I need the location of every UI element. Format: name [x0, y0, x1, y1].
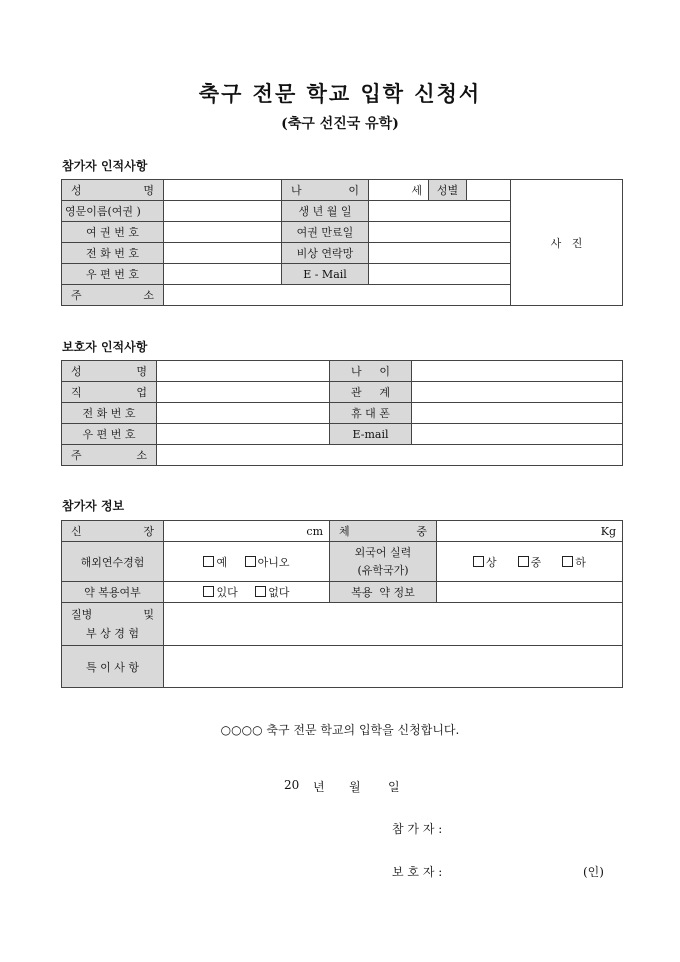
guardian-name-label: 성 명 [62, 361, 157, 382]
guardian-name-field[interactable] [157, 361, 330, 382]
guardian-table [61, 360, 623, 466]
injury-field[interactable] [164, 603, 623, 646]
participant-section-title: 참가자 인적사항 [62, 159, 148, 173]
injury-label: 질병 및 부 상 경 험 [62, 603, 164, 646]
participant-postal-field[interactable] [164, 264, 282, 285]
participant-birth-label: 생 년 월 일 [282, 201, 369, 222]
participant-birth-field[interactable] [369, 201, 511, 222]
lang-high-option[interactable]: 상 [473, 556, 497, 569]
guardian-job-field[interactable] [157, 382, 330, 403]
guardian-address-field[interactable] [157, 445, 623, 466]
checkbox-icon[interactable] [473, 556, 484, 567]
guardian-signature-label: 보 호 자 : [392, 865, 443, 879]
form-subtitle: (축구 선진국 유학) [281, 116, 399, 132]
statement-text: ○○○○ 축구 전문 학교의 입학을 신청합니다. [220, 723, 460, 737]
participant-email-field[interactable] [369, 264, 511, 285]
checkbox-icon[interactable] [255, 586, 266, 597]
participant-passport-exp-field[interactable] [369, 222, 511, 243]
date-day-unit: 일 [388, 780, 400, 794]
participant-name-field[interactable] [164, 180, 282, 201]
med-info-field[interactable] [437, 582, 623, 603]
participant-emergency-field[interactable] [369, 243, 511, 264]
participant-passport-field[interactable] [164, 222, 282, 243]
participant-eng-name-label: 영문이름(여권 ) [62, 201, 164, 222]
photo-label: 사 진 [550, 236, 583, 250]
guardian-mobile-field[interactable] [412, 403, 623, 424]
participant-postal-label: 우 편 번 호 [62, 264, 164, 285]
overseas-label: 해외연수경험 [62, 542, 164, 582]
checkbox-icon[interactable] [245, 556, 256, 567]
guardian-mobile-label: 휴 대 폰 [330, 403, 412, 424]
guardian-email-label: E-mail [330, 424, 412, 445]
participant-name-label: 성 명 [62, 180, 164, 201]
weight-field[interactable]: Kg [437, 521, 623, 542]
participant-age-label: 나 이 [282, 180, 369, 201]
guardian-age-label: 나 이 [330, 361, 412, 382]
checkbox-icon[interactable] [203, 586, 214, 597]
notes-label: 특 이 사 항 [62, 646, 164, 688]
guardian-relation-field[interactable] [412, 382, 623, 403]
guardian-job-label: 직 업 [62, 382, 157, 403]
date-month-unit: 월 [349, 780, 361, 794]
participant-gender-label: 성별 [429, 180, 467, 201]
guardian-section-title: 보호자 인적사항 [62, 340, 148, 354]
guardian-email-field[interactable] [412, 424, 623, 445]
date-year: 20 [284, 778, 300, 792]
overseas-no-option[interactable]: 아니오 [245, 556, 290, 569]
guardian-address-label: 주 소 [62, 445, 157, 466]
guardian-postal-field[interactable] [157, 424, 330, 445]
height-field[interactable]: cm [164, 521, 330, 542]
form-title: 축구 전문 학교 입학 신청서 [198, 81, 482, 106]
participant-age-field[interactable]: 세 [369, 180, 429, 201]
participant-address-field[interactable] [164, 285, 511, 306]
participant-signature-label: 참 가 자 : [392, 822, 443, 836]
guardian-phone-label: 전 화 번 호 [62, 403, 157, 424]
participant-email-label: E - Mail [282, 264, 369, 285]
med-yes-option[interactable]: 있다 [203, 586, 237, 599]
checkbox-icon[interactable] [562, 556, 573, 567]
info-table [61, 520, 623, 688]
participant-passport-exp-label: 여권 만료일 [282, 222, 369, 243]
checkbox-icon[interactable] [203, 556, 214, 567]
participant-phone-field[interactable] [164, 243, 282, 264]
medication-options [164, 582, 330, 603]
participant-phone-label: 전 화 번 호 [62, 243, 164, 264]
med-no-option[interactable]: 없다 [255, 586, 289, 599]
guardian-postal-label: 우 편 번 호 [62, 424, 157, 445]
guardian-relation-label: 관 계 [330, 382, 412, 403]
checkbox-icon[interactable] [518, 556, 529, 567]
med-info-label: 복용 약 정보 [330, 582, 437, 603]
seal-mark: (인) [583, 865, 604, 879]
participant-emergency-label: 비상 연락망 [282, 243, 369, 264]
language-label: 외국어 실력 (유학국가) [330, 542, 437, 582]
participant-gender-field[interactable] [467, 180, 511, 201]
lang-mid-option[interactable]: 중 [518, 556, 542, 569]
medication-label: 약 복용여부 [62, 582, 164, 603]
info-section-title: 참가자 정보 [62, 499, 125, 513]
overseas-options [164, 542, 330, 582]
lang-low-option[interactable]: 하 [562, 556, 586, 569]
height-label: 신 장 [62, 521, 164, 542]
overseas-yes-option[interactable]: 예 [203, 556, 227, 569]
guardian-phone-field[interactable] [157, 403, 330, 424]
participant-table [61, 179, 623, 306]
date-year-unit: 년 [313, 780, 325, 794]
participant-eng-name-field[interactable] [164, 201, 282, 222]
notes-field[interactable] [164, 646, 623, 688]
participant-address-label: 주 소 [62, 285, 164, 306]
language-options [437, 542, 623, 582]
guardian-age-field[interactable] [412, 361, 623, 382]
participant-passport-label: 여 권 번 호 [62, 222, 164, 243]
weight-label: 체 중 [330, 521, 437, 542]
participant-photo-box[interactable] [511, 180, 623, 306]
